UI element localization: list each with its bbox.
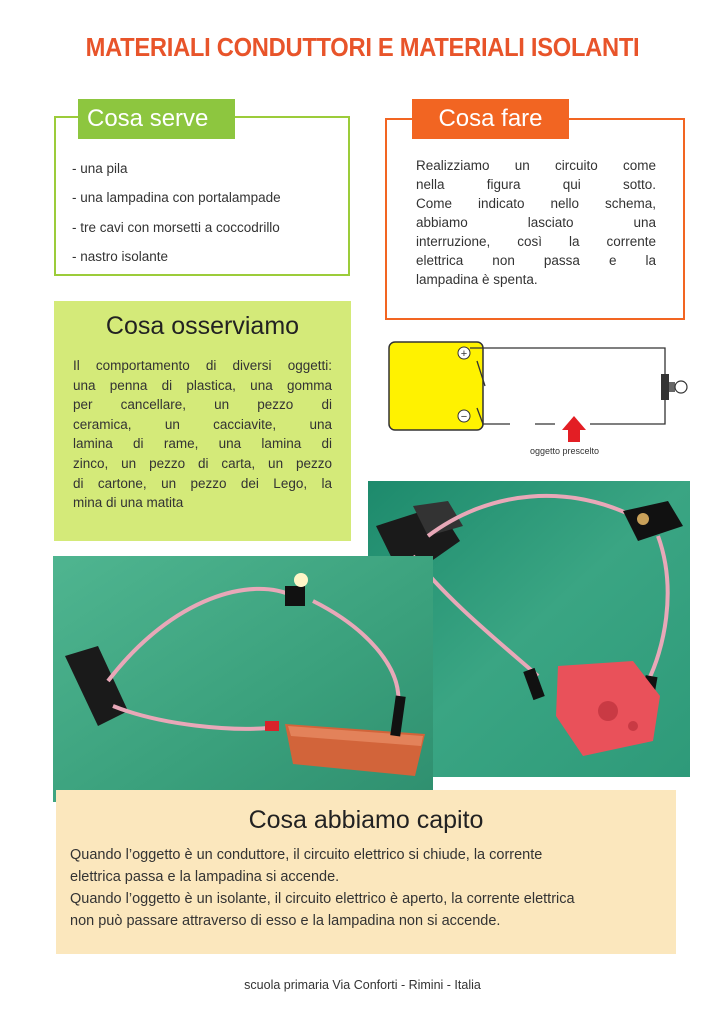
text-line: per cancellare, un pezzo di [73,397,332,413]
text-line: mina di una matita [73,495,184,511]
text-line: Realizziamo un circuito come [416,158,656,173]
minus-symbol: − [460,411,468,423]
cosa-osserviamo-text [73,356,332,513]
wire-top [470,348,665,386]
text-line: elettrica non passa e la [416,253,656,268]
text-line: lamina di rame, una lamina di [73,436,332,452]
text-line: nella figura qui sotto. [416,177,656,192]
text-line: elettrica passa e la lampadina si accende. [70,869,340,885]
bulb-icon [675,381,687,393]
cosa-osserviamo-heading: Cosa osserviamo [105,312,300,340]
text-line: Quando l’oggetto è un conduttore, il circuito elettrico si chiude, la corrente [70,847,543,863]
text-line: ceramica, un cacciavite, una [73,416,332,432]
cosa-fare-heading: Cosa fare [412,99,569,139]
plus-symbol: + [460,348,468,360]
text-line: abbiamo lasciato una [416,215,656,230]
text-line: Come indicato nello schema, [416,196,656,211]
list-item: - una lampadina con portalampade [72,190,281,206]
arrow-up-icon [562,416,586,442]
text-line: di cartone, un pezzo dei Lego, la [73,475,332,491]
list-item: - una pila [72,161,128,176]
text-line: interruzione, così la corrente [416,234,656,249]
cosa-serve-heading: Cosa serve [78,99,235,139]
text-line: Il comportamento di diversi oggetti: [73,358,332,373]
cosa-abbiamo-capito-text [70,844,660,932]
text-line: Quando l’oggetto è un isolante, il circuito elettrico è aperto, la corrente elettrica [70,891,575,907]
text-line: lampadina è spenta. [416,272,538,287]
footer: scuola primaria Via Conforti - Rimini - Italia [244,978,481,992]
text-line: non può passare attraverso di esso e la lampadina non si accende. [70,913,501,929]
text-line: una penna di plastica, una gomma [73,377,332,393]
cosa-abbiamo-capito-heading: Cosa abbiamo capito [248,806,484,834]
object-label: oggetto prescelto [530,446,600,456]
page-title: MATERIALI CONDUTTORI E MATERIALI ISOLANTI [85,34,640,62]
photo-circuit-copper [53,556,433,802]
lamp-base [669,382,675,392]
lamp-holder [661,374,669,400]
materials-list [72,160,281,277]
wire-gap-right [590,398,665,424]
text-line: zinco, un pezzo di carta, un pezzo [73,455,332,471]
list-item: - tre cavi con morsetti a coccodrillo [72,219,280,235]
list-item: - nastro isolante [72,248,169,264]
cosa-fare-text [416,156,656,289]
